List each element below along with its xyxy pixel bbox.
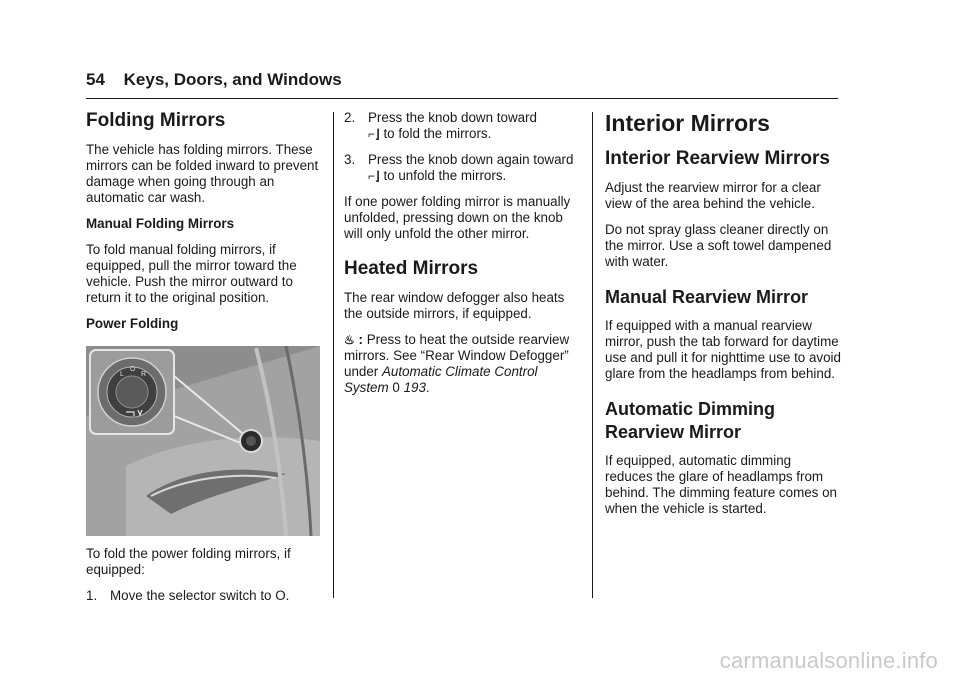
- section-title: Keys, Doors, and Windows: [123, 70, 342, 89]
- power-folding-subheading: Power Folding: [86, 316, 179, 331]
- steps-list-2: [344, 110, 580, 184]
- knob-letter-r: R: [141, 371, 147, 378]
- page-ref-arrow-icon: 0: [392, 380, 400, 395]
- defog-paragraph: ♨ : Press to heat the outside rearview mirrors. See “Rear Window Defogger” under Automatic Climate Control System 0 193.: [344, 332, 570, 395]
- cleaning-text: Do not spray glass cleaner directly on the mirror. Use a soft towel dampened with water.: [605, 222, 832, 269]
- page-number: 54: [86, 70, 105, 89]
- unfold-icon: ⌐⌋: [368, 169, 380, 183]
- adjust-text: Adjust the rearview mirror for a clear view of the area behind the vehicle.: [605, 180, 821, 211]
- manual-rearview-text: If equipped with a manual rearview mirror, push the tab forward for daytime use and pull it for nighttime use to avoid glare from the headlamps from behind.: [605, 318, 841, 381]
- power-folding-text: To fold the power folding mirrors, if equipped:: [86, 546, 291, 577]
- knob-letter-o: O: [130, 366, 136, 373]
- step-1: 1. Move the selector switch to O.: [86, 588, 290, 603]
- power-folding-mirror-illustration: [86, 346, 320, 536]
- interior-rearview-heading: Interior Rearview Mirrors: [605, 148, 830, 169]
- manual-folding-subheading: Manual Folding Mirrors: [86, 216, 235, 231]
- page-ref-number[interactable]: 193: [403, 380, 426, 395]
- step-2: 2. Press the knob down toward ⌐⌋ to fold the mirrors.: [344, 110, 537, 141]
- watermark: carmanualsonline.info: [719, 648, 938, 673]
- steps-list-1: [86, 588, 322, 604]
- folding-intro: The vehicle has folding mirrors. These mirrors can be folded inward to prevent damage when going through an automatic car wash.: [86, 142, 319, 205]
- interior-mirrors-title: Interior Mirrors: [605, 110, 770, 136]
- column-divider-2: [592, 112, 593, 598]
- column-1: [86, 110, 322, 614]
- auto-dimming-text: If equipped, automatic dimming reduces the glare of headlamps from behind. The dimming feature comes on when the vehicle is started.: [605, 453, 837, 516]
- heated-mirrors-heading: Heated Mirrors: [344, 258, 479, 279]
- climate-control-link[interactable]: Automatic Climate Control System: [344, 364, 538, 395]
- header-rule: [86, 98, 838, 99]
- column-2: [344, 110, 580, 406]
- fold-icon: ⌐⌋: [368, 127, 380, 141]
- auto-dimming-heading: Automatic Dimming Rearview Mirror: [605, 399, 776, 442]
- column-3: [605, 110, 841, 527]
- step-3: 3. Press the knob down again toward ⌐⌋ to unfold the mirrors.: [344, 152, 574, 183]
- heated-intro: The rear window defogger also heats the outside mirrors, if equipped.: [344, 290, 565, 321]
- page-header: [86, 70, 342, 90]
- knob-letter-l: L: [120, 371, 124, 378]
- manual-rearview-heading: Manual Rearview Mirror: [605, 287, 809, 307]
- unfold-note: If one power folding mirror is manually unfolded, pressing down on the knob will only unfold the other mirror.: [344, 194, 571, 241]
- rear-defog-icon: ♨: [344, 333, 355, 347]
- folding-mirrors-heading: Folding Mirrors: [86, 110, 226, 131]
- manual-folding-text: To fold manual folding mirrors, if equipped, pull the mirror toward the vehicle. Push the mirror outward to return it to the original position.: [86, 242, 297, 305]
- column-divider-1: [333, 112, 334, 598]
